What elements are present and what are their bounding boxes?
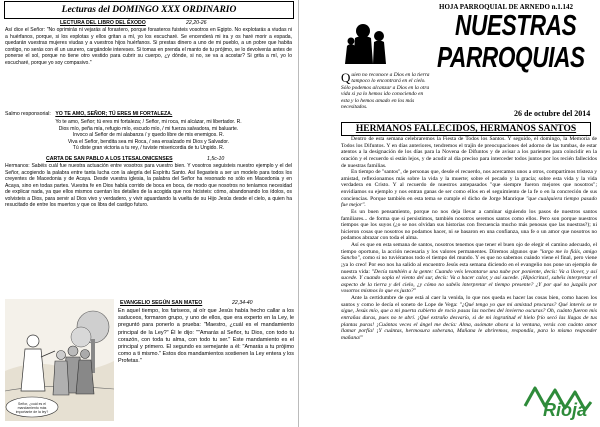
masthead-line2: PARROQUIAS <box>437 42 585 74</box>
psalm-response-line <box>5 111 172 117</box>
quote-box <box>341 72 431 110</box>
quote-lope: "¿Qué tengo yo que mi amistad procuras? Qué interés se te sigue, Jesús mío, que a mi puerta cubierto de rocío pasas las noches del invierno oscuras? Oh, cuánto fueron mis entrañas duras, pues no te abrí. ¡Qué extraño desvarío, si de mi ingratitud el hielo frío secó las llagas de tus plantas puras! ¡Cuántas veces el ángel me decía: Alma, asómate ahora a la ventana, verás con cuánto amor llamar porfía! ¡Y cuántas, hermosura soberana, Mañana le abriremos, respondía, para lo mismo responder mañana!" <box>341 301 597 341</box>
psalm-line: Invoco al Señor de mi alabanza / y quedo libre de mis enemigos. R. <box>72 132 225 139</box>
article-paragraph: Es un buen pensamiento, porque no nos deja llevar a caminar siguiendo los pasos de nuestros santos familiares... de forma que si persistimos, también nosotros seremos santos como ellos. Pero son porque nuestros tiempos que los suyos (¿o se nos olvidan sus historias con frecuencia mucho más penosas que las nuestras?); ni hicieron cosas que nosotros no podamos hacer, ni se basaron en una confianza, una fe o un amor que nosotros no podamos abrazar con toda el alma. <box>341 208 597 242</box>
paragraph-text: , como si no tuviéramos todo el tiempo del mundo. Y es que no sabemos cuándo viene el final, pero viene ¡ya lo creo! Por eso nos ha salido al encuentro Jesús esta semana diciendo en el evangelio nos pone un ejemplo de nuestra vida: <box>341 255 597 275</box>
psalm-response: YO TE AMO, SEÑOR; TÚ ERES MI FORTALEZA. <box>55 111 173 117</box>
article-paragraph: Dentro de esta semana celebraremos la Fiesta de Todos los Santos. Y seguido, el domingo, la Memoria de Todos los Difuntos. Y en días anteriores, tendremos el trajín de preocupaciones del adorno de las tumbas, de estar atentos a la designación de los días para la Novena de Difuntos y de avisar a los parientes para coincidir en la oración y el recuerdo si están lejos, y de acudir al día preciso para interceder todos juntos por los recién fallecidos de nuestras familias. <box>341 136 597 169</box>
paragraph-text: Así es que en esta semana de santos, nosotros tenemos que tener el buen ojo de elegir el camino adecuado, el tiempo oportuno, la acción necesaria y los valores permanentes. Diremos algunos que <box>341 242 597 255</box>
psalm-lines <box>5 119 292 152</box>
reading1-text: Así dice el Señor: "No oprimirás ni vejarás al forastero, porque forasteros fuisteis vosotros en Egipto. No explotarás a viudas ni a huérfanos, porque, si los explotas y ellos gritan a mí, yo los escucharé. Se encenderá mi ira y os haré morir a espada, quedarán vuestras mujeres viudas y a vuestros hijos huérfanos. Si prestas dinero a uno de mi pueblo, a un pobre que habita contigo, no serás con él un usurero, cargándole intereses. Si tomas en prenda el manto de tu prójimo, se lo devolverás antes de ponerse el sol, porque no tiene otro vestido para cubrir su cuerpo, ¿y dónde, si no, se va a acostar? Si grita a mí, yo lo escucharé, porque yo soy compasivo." <box>5 27 292 66</box>
article-title: HERMANOS FALLECIDOS, HERMANOS SANTOS <box>341 122 591 136</box>
paragraph-text: En tiempo de "santos", de personas que, desde el recuerdo, nos acercamos unos a otros, compartimos tristeza y amistad, reflexionamos más sobre la vida y la muerte; sobre el pecado y la gracia; sobre esta vida y la vida verdadera en Cristo. Y al recuerdo de nuestros antepasados "que siempre fueron mejores que nosotros"; envidiamos su ejemplo y nos entran ganas de ser como ellos en el seguimiento de la fe o en la concreción de sus conciencias. Porque también en esta tema se cumple el dicho de Jorge Manrique <box>341 169 597 202</box>
readings-column <box>0 0 297 427</box>
psalm-line: Viva el Señor, bendita sea mi Roca, / sea ensalzado mi Dios y Salvador. <box>67 138 230 145</box>
psalm-label: Salmo responsorial: <box>5 111 51 117</box>
quote-manrique: "que cualquiera tiempo pasado fue mejor". <box>341 195 597 209</box>
rioja-logo <box>523 386 593 421</box>
bulletin-date: 26 de octubre del 2014 <box>514 109 591 118</box>
article-paragraph <box>341 169 597 209</box>
masthead-line1: NUESTRAS <box>455 10 577 42</box>
bulletin-column <box>299 0 600 427</box>
reading2-title: CARTA DE SAN PABLO A LOS 1TESALONICENSES <box>46 156 173 162</box>
psalm-line: Yo te amo, Señor; tú eres mi fortaleza; / Señor, mi roca, mi alcázar, mi libertador. R. <box>55 119 242 125</box>
psalm-line: Tú diste gran victoria a tu rey, / tuviste misericordia de tu Ungido. R. <box>72 145 225 152</box>
quote-gospel: "Decía también a la gente: Cuando veis levantarse una nube por poniente, decís: Va a llover, y así sucede. Y cuando sopla el viento del sur, decís: Va a hacer calor, y así sucede. ¡Hipócritas!, sabéis interpretar el aspecto de la tierra y del cielo, ¿y cómo no sabéis interpretar el tiempo presente? ¿Y por qué no juzgáis por vosotros mismos lo que es justo?" <box>341 268 597 295</box>
bulletin-issue: HOJA PARROQUIAL DE ARNEDO n.1.142 <box>439 3 574 11</box>
quote-sancho: "largo me lo fiáis, amigo Sancho" <box>341 248 597 262</box>
psalm-line: Dios mío, peña mía, refugio mío, escudo mío, / mi fuerza salvadora, mi baluarte. <box>58 125 239 132</box>
gospel-image-caption: Señor, ¿cuál es el mandamiento más importante de la ley? <box>15 402 49 414</box>
reading2-ref: 1,5c-10 <box>207 156 225 162</box>
article-body <box>341 136 597 341</box>
quote-dropcap: Q <box>341 70 351 85</box>
gospel-title: EVANGELIO SEGÚN SAN MATEO <box>120 300 203 306</box>
article-paragraph <box>341 242 597 295</box>
rioja-wordmark: Rioja <box>543 400 588 420</box>
article-paragraph <box>341 295 597 341</box>
reading1-title: LECTURA DEL LIBRO DEL ÉXODO <box>60 20 146 26</box>
reading1-ref: 22,20-26 <box>186 20 207 26</box>
paragraph-text: Ante la certidumbre de que está al caer la venida, lo que nos queda es hacer las cosas bien, como hacen los santos y como le decía el soneto de Lope de Vega: <box>341 295 597 308</box>
readings-header: Lecturas del DOMINGO XXX ORDINARIO <box>4 1 294 19</box>
gospel-ref: 22,34-40 <box>232 300 253 306</box>
reading2-text: Hermanos: Sabéis cuál fue nuestra actuación entre vosotros para vuestro bien. Y vosotros seguisteis nuestro ejemplo y el del Señor, acogiendo la palabra entre tanta lucha con la alegría del Espíritu Santo. Así llegasteis a ser un modelo para todos los creyentes de Macedonia y de Acaya. Desde vuestra iglesia, la palabra del Señor ha resonado no sólo en Macedonia y en Acaya, sino en todas partes. Vuestra fe en Dios había corrido de boca en boca, de modo que nosotros no teníamos necesidad de explicar nada, ya que ellos mismos cuentan los detalles de la acogida que nos hicisteis: cómo, abandonando los ídolos, os volvisteis a Dios, para servir al Dios vivo y verdadero, y vivir aguardando la vuelta de su Hijo Jesús desde el cielo, a quien ha resucitado de entre los muertos y que os libra del castigo futuro. <box>5 163 292 209</box>
parish-logo-icon <box>341 16 391 66</box>
quote-text: uien no reconoce a Dios en la tierra tampoco lo encontrará en el cielo. Sólo podemos alcanzar a Dios en la otra vida si ya lo hemos ido conociendo en esta y lo hemos amado en los más necesitados. <box>341 72 430 111</box>
gospel-text: En aquel tiempo, los fariseos, al oír que Jesús había hecho callar a los saduceos, formaron grupo, y uno de ellos, que era experto en la Ley, le preguntó para ponerlo a prueba: "Maestro, ¿cuál es el mandamiento principal de la Ley?" Él le dijo: ""Amarás al Señor, tu Dios, con todo tu corazón, con toda tu alma, con todo tu ser." Este mandamiento es el principal y primero. El segundo es semejante a él: "Amarás a tu prójimo como a ti mismo." Estos dos mandamientos sostienen la Ley entera y los Profetas." <box>118 308 295 365</box>
